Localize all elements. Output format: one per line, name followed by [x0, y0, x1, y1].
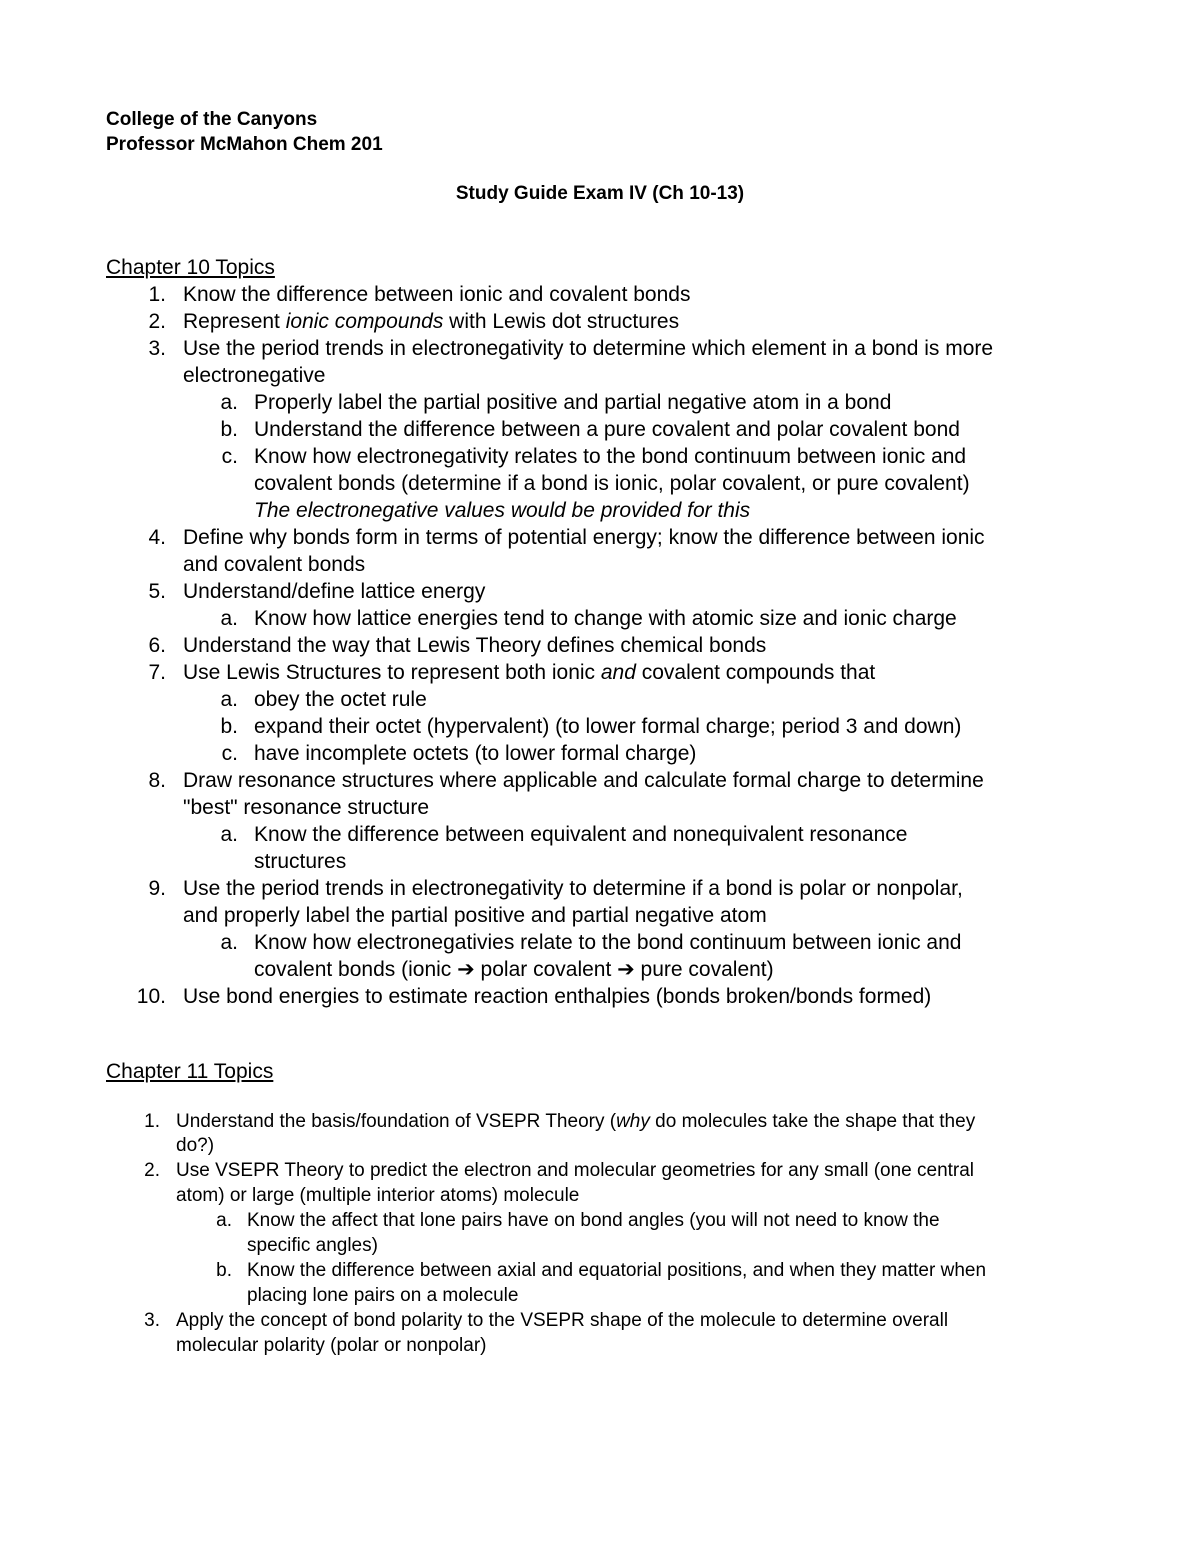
text-segment: have incomplete octets (to lower formal charge) — [254, 742, 697, 765]
italic-text: The electronegative values would be provided for this — [254, 499, 751, 522]
list-item-text — [254, 929, 961, 956]
text-segment: Know how lattice energies tend to change with atomic size and ionic charge — [254, 607, 957, 630]
text-segment: Know the difference between equivalent and nonequivalent resonance — [254, 823, 908, 846]
italic-text: why — [616, 1111, 650, 1132]
list-item-text — [254, 740, 696, 767]
text-segment: molecular polarity (polar or nonpolar) — [176, 1335, 487, 1356]
list-item-text — [176, 1159, 974, 1183]
list-item-text — [247, 1209, 940, 1233]
list-marker: a. — [220, 823, 238, 846]
list-marker: c. — [221, 445, 238, 468]
list-item-text — [183, 281, 690, 308]
text-segment: do?) — [176, 1135, 215, 1156]
text-segment: Understand the difference between a pure covalent and polar covalent bond — [254, 418, 960, 441]
list-marker: 7. — [148, 661, 166, 684]
text-segment: atom) or large (multiple interior atoms) molecule — [176, 1185, 580, 1206]
list-item-text — [254, 443, 966, 470]
list-item-text — [183, 794, 429, 821]
list-item-text — [254, 686, 427, 713]
list-marker: 5. — [148, 580, 166, 603]
list-item-text — [254, 389, 891, 416]
college-name: College of the Canyons — [106, 109, 318, 130]
text-segment: placing lone pairs on a molecule — [247, 1285, 519, 1306]
text-segment: Use bond energies to estimate reaction enthalpies (bonds broken/bonds formed) — [183, 985, 932, 1008]
list-item-text — [247, 1259, 986, 1283]
list-marker: a. — [220, 607, 238, 630]
list-marker: 8. — [148, 769, 166, 792]
list-item-text — [183, 308, 679, 335]
text-segment: structures — [254, 850, 347, 873]
text-segment: Know how electronegativies relate to the bond continuum between ionic and — [254, 931, 962, 954]
list-marker: 1. — [148, 283, 166, 306]
text-segment: Use the period trends in electronegativity to determine if a bond is polar or nonpolar, — [183, 877, 963, 900]
list-item-text — [254, 605, 957, 632]
list-item-text — [176, 1334, 486, 1358]
text-segment: Define why bonds form in terms of potential energy; know the difference between ionic — [183, 526, 985, 549]
text-segment: Apply the concept of bond polarity to the VSEPR shape of the molecule to determine overall — [176, 1310, 949, 1331]
text-segment: Represent — [183, 310, 286, 333]
text-segment: expand their octet (hypervalent) (to lower formal charge; period 3 and down) — [254, 715, 962, 738]
list-marker: a. — [220, 688, 238, 711]
list-item-text — [254, 497, 750, 524]
text-segment: Know the difference between ionic and covalent bonds — [183, 283, 691, 306]
list-item-text — [183, 524, 985, 551]
text-segment: Understand/define lattice energy — [183, 580, 486, 603]
course-name: Professor McMahon Chem 201 — [106, 134, 383, 155]
list-item-text — [176, 1309, 948, 1333]
list-item-text — [254, 821, 907, 848]
list-marker: 3. — [144, 1310, 160, 1331]
list-marker: 6. — [148, 634, 166, 657]
list-item-text — [183, 659, 875, 686]
list-marker: 4. — [148, 526, 166, 549]
list-item-text — [254, 848, 346, 875]
text-segment: Use the period trends in electronegativity to determine which element in a bond is more — [183, 337, 994, 360]
text-segment: and properly label the partial positive and partial negative atom — [183, 904, 767, 927]
list-marker: b. — [216, 1260, 232, 1281]
list-marker: a. — [220, 391, 238, 414]
list-marker: 9. — [148, 877, 166, 900]
list-item-text — [176, 1110, 975, 1134]
text-segment: Properly label the partial positive and partial negative atom in a bond — [254, 391, 892, 414]
list-item-text — [183, 551, 365, 578]
list-item-text — [254, 956, 774, 983]
list-item-text — [183, 632, 766, 659]
list-marker: b. — [220, 715, 238, 738]
list-item-text — [183, 362, 325, 389]
list-item-text — [254, 416, 960, 443]
text-segment: Draw resonance structures where applicable and calculate formal charge to determine — [183, 769, 984, 792]
text-segment: covalent bonds (ionic ➔ polar covalent ➔ pure covalent) — [254, 958, 774, 981]
text-segment: obey the octet rule — [254, 688, 427, 711]
list-marker: b. — [220, 418, 238, 441]
list-marker: c. — [221, 742, 238, 765]
text-segment: electronegative — [183, 364, 326, 387]
text-segment: Use VSEPR Theory to predict the electron and molecular geometries for any small (one central — [176, 1160, 975, 1181]
chapter-10-heading: Chapter 10 Topics — [106, 256, 275, 279]
text-segment: Understand the way that Lewis Theory defines chemical bonds — [183, 634, 767, 657]
text-segment: with Lewis dot structures — [443, 310, 680, 333]
list-item-text — [183, 875, 963, 902]
list-item-text — [254, 470, 970, 497]
list-marker: 2. — [144, 1160, 160, 1181]
list-item-text — [176, 1134, 214, 1158]
list-item-text — [183, 767, 984, 794]
list-item-text — [183, 983, 931, 1010]
text-segment: covalent compounds that — [635, 661, 876, 684]
list-marker: a. — [216, 1210, 232, 1231]
text-segment: Know the difference between axial and equatorial positions, and when they matter when — [247, 1260, 987, 1281]
list-item-text — [183, 902, 767, 929]
list-marker: 2. — [148, 310, 166, 333]
text-segment: Know the affect that lone pairs have on bond angles (you will not need to know the — [247, 1210, 940, 1231]
list-item-text — [247, 1284, 518, 1308]
text-segment: and covalent bonds — [183, 553, 366, 576]
list-marker: 10. — [136, 985, 166, 1008]
text-segment: Use Lewis Structures to represent both ionic — [183, 661, 601, 684]
list-marker: a. — [220, 931, 238, 954]
italic-text: ionic compounds — [285, 310, 444, 333]
italic-text: and — [600, 661, 636, 684]
chapter-11-heading: Chapter 11 Topics — [106, 1060, 274, 1083]
list-item-text — [247, 1234, 378, 1258]
document-title: Study Guide Exam IV (Ch 10-13) — [455, 183, 745, 204]
text-segment: "best" resonance structure — [183, 796, 430, 819]
text-segment: specific angles) — [247, 1235, 378, 1256]
text-segment: Understand the basis/foundation of VSEPR Theory ( — [176, 1111, 617, 1132]
list-item-text — [183, 578, 485, 605]
text-segment: covalent bonds (determine if a bond is ionic, polar covalent, or pure covalent) — [254, 472, 970, 495]
text-segment: Know how electronegativity relates to the bond continuum between ionic and — [254, 445, 967, 468]
list-item-text — [254, 713, 961, 740]
list-marker: 1. — [144, 1111, 160, 1132]
list-item-text — [176, 1184, 579, 1208]
list-item-text — [183, 335, 993, 362]
text-segment: do molecules take the shape that they — [649, 1111, 976, 1132]
list-marker: 3. — [148, 337, 166, 360]
